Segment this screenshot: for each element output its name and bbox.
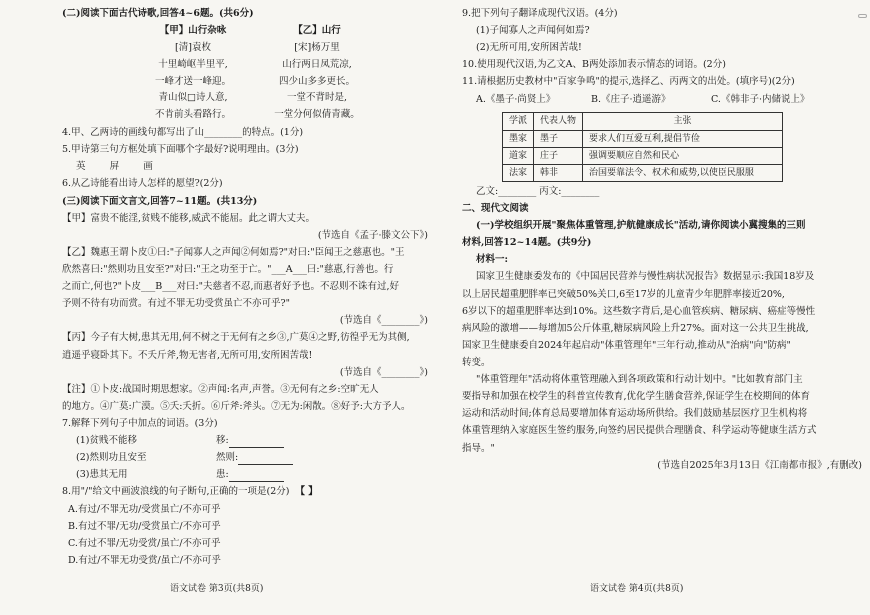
poem-a-line: 不肯前头看路行。	[154, 109, 231, 121]
option-b: B.《庄子·逍遥游》	[591, 93, 671, 105]
material-1-para2-line: 体重管理纳入家庭医生签约服务,向签约居民提供合理膳食、科学运动等健康生活方式	[462, 425, 817, 437]
answer-blank[interactable]	[238, 455, 293, 465]
poem-b-line: 一堂分何似倩青藏。	[274, 109, 360, 121]
notes-line: 的地方。④广莫:广漠。⑤夭:夭折。⑥斤斧:斧头。⑦无为:闲散。⑧好予:大方予人。	[62, 400, 411, 412]
material-1-line: 6岁以下的超重肥胖率达到10%。这些数字背后,是心血管疾病、糖尿病、癌症等慢性	[462, 305, 816, 317]
table-cell: 墨子	[534, 130, 583, 147]
poem-a-line: 一峰才送一峰迎。	[154, 75, 231, 87]
question-8-text: 8.用"/"给文中画波浪线的句子断句,正确的一项是(2分)	[62, 486, 290, 498]
table-row	[503, 130, 783, 147]
section-title-modern: 二、现代文阅读	[462, 203, 529, 215]
table-header: 主张	[583, 113, 783, 130]
question-5-options: 英 屏 画	[76, 161, 153, 173]
question-6: 6.从乙诗能看出诗人怎样的愿望?(2分)	[62, 178, 223, 190]
question-7-item	[62, 469, 428, 482]
table-header: 学派	[503, 113, 534, 130]
question-9-item: (2)无所可用,安所困苦哉!	[476, 42, 582, 54]
poem-b	[242, 25, 392, 126]
option-c: C.《韩非子·内储说上》	[711, 93, 810, 105]
passage-jia-source: (节选自《孟子·滕文公下》)	[317, 229, 428, 241]
question-8-option-d: D.有过/不罪无功受赏/虽亡/不亦可乎	[68, 554, 221, 566]
question-10: 10.使用现代汉语,为乙文A、B两处添加表示情态的词语。(2分)	[462, 59, 726, 71]
poem-a-line: 青山似□诗人意,	[158, 92, 228, 104]
passage-yi-line: 欣然喜曰:"然则功且安至?"对曰:"王之功至于亡。"___A___曰:"慈惠,行善也。行	[62, 263, 394, 275]
question-7-item-text: (1)贫贱不能移	[76, 435, 137, 447]
material-1-title: 材料一:	[476, 254, 509, 266]
poems-block	[62, 25, 428, 123]
table-cell: 法家	[503, 164, 534, 181]
poem-a-title: 【甲】山行杂咏	[159, 25, 227, 37]
table-header-row	[503, 113, 783, 130]
material-1-line: 病风险的激增——每增加5公斤体重,糖尿病风险上升27%。面对这一公共卫生挑战,	[462, 322, 809, 334]
question-4: 4.甲、乙两诗的画线句都写出了山________的特点。(1分)	[62, 127, 304, 139]
material-source: (节选自2025年3月13日《江南都市报》,有删改)	[657, 459, 862, 471]
passage-yi-source: (节选自《________》)	[339, 315, 428, 327]
subsection-intro-line: 材料,回答12~14题。(共9分)	[462, 237, 592, 249]
section-title-poetry: (二)阅读下面古代诗歌,回答4~6题。(共6分)	[62, 8, 254, 19]
passage-yi-line: 予则不待有功而赏。有过不罪无功受赏虽亡不亦可乎?"	[62, 298, 290, 310]
question-8-option-a: A.有过/不罪无功/受赏虽亡/不亦可乎	[68, 503, 221, 515]
question-9-item: (1)子闻寡人之声闻何如焉?	[476, 25, 590, 37]
question-5: 5.甲诗第三句方框处填下面哪个字最好?说明理由。(3分)	[62, 144, 299, 156]
answer-bracket[interactable]: 【 】	[295, 486, 318, 498]
material-1-line: 国家卫生健康委发布的《中国居民营养与慢性病状况报告》数据显示:我国18岁及	[476, 271, 815, 283]
material-1-para2-line: 指导。"	[462, 442, 495, 454]
question-7-item	[62, 435, 428, 448]
material-1-line: 国家卫生健康委自2024年起启动"体重管理年"三年行动,推动从"治病"向"防病"	[462, 339, 791, 351]
question-8-option-c: C.有过不罪/无功受赏/虽亡/不亦可乎	[68, 537, 221, 549]
left-column	[62, 8, 428, 572]
material-1-para2-line: 运动和活动时间;体育总局要增加体育运动场所供给。我们鼓励基层医疗卫生机构将	[462, 408, 808, 420]
material-1-para2-line: "体重管理年"活动将体重管理融入到各项政策和行动计划中。"比如教育部门主	[476, 374, 803, 386]
right-column	[462, 8, 862, 477]
table-cell: 强调要顺应自然和民心	[583, 147, 783, 164]
option-a: A.《墨子·尚贤上》	[476, 93, 556, 105]
material-1-para2-line: 要指导和加强在校学生的科普宣传教育,优化学生膳食营养,保证学生在校期间的体育	[462, 391, 811, 403]
question-7-item	[62, 452, 428, 465]
question-7: 7.解释下列句子中加点的词语。(3分)	[62, 417, 218, 429]
subsection-intro-line: (一)学校组织开展"聚焦体重管理,护航健康成长"活动,请你阅读小冀搜集的三则	[476, 220, 806, 232]
answer-line-q11[interactable]: 乙文:________ 丙文:________	[476, 185, 600, 197]
table-cell: 庄子	[534, 147, 583, 164]
poem-b-title: 【乙】山行	[293, 25, 341, 37]
passage-bing-source: (节选自《________》)	[339, 366, 428, 378]
question-7-item-label: 然则:	[216, 452, 239, 464]
passage-bing-line: 逍遥乎寝卧其下。不夭斤斧,物无害者,无所可用,安所困苦哉!	[62, 349, 313, 361]
poem-a-author: [清]袁枚	[175, 41, 211, 53]
question-7-item-text: (3)患其无用	[76, 469, 128, 481]
question-8	[62, 486, 428, 499]
notes-line: 【注】①卜皮:战国时期思想家。②声闻:名声,声誉。③无何有之乡:空旷无人	[62, 383, 379, 395]
question-9: 9.把下列句子翻译成现代汉语。(4分)	[462, 8, 618, 19]
poem-b-line: 山行两日凤荒凉,	[282, 58, 352, 70]
poem-b-line: 一堂不背时是,	[286, 92, 348, 104]
question-7-item-text: (2)然则功且安至	[76, 452, 147, 464]
material-1-line: 以上居民超重肥胖率已突破50%关口,6至17岁的儿童青少年肥胖率接近20%,	[462, 288, 785, 300]
table-cell: 治国要靠法令、权术和威势,以使臣民服服	[583, 164, 783, 181]
table-cell: 要求人们互爱互利,提倡节俭	[583, 130, 783, 147]
answer-blank[interactable]	[229, 472, 284, 482]
poem-b-author: [宋]杨万里	[294, 41, 340, 53]
answer-blank[interactable]	[229, 438, 284, 448]
passage-jia: 【甲】富贵不能淫,贫贱不能移,威武不能屈。此之谓大丈夫。	[62, 212, 316, 224]
table-cell: 墨家	[503, 130, 534, 147]
question-8-option-b: B.有过不罪/无功/受赏虽亡/不亦可乎	[68, 520, 221, 532]
schools-table	[502, 112, 783, 182]
passage-yi-line: 之而亡,何也?"卜皮___B___对曰:"夫慈者不忍,而惠者好予也。不忍则不诛有过,好	[62, 281, 400, 293]
table-header: 代表人物	[534, 113, 583, 130]
table-row	[503, 147, 783, 164]
section-title-classical: (三)阅读下面文言文,回答7~11题。(共13分)	[62, 195, 258, 207]
page-footer-left: 语文试卷 第3页(共8页)	[170, 584, 264, 594]
passage-yi-line: 【乙】魏惠王谓卜皮①曰:"子闻寡人之声闻②何如焉?"对曰:"臣闻王之慈惠也。"王	[62, 246, 405, 258]
question-7-item-label: 移:	[216, 435, 229, 447]
material-1-line: 转变。	[462, 357, 491, 369]
question-11: 11.请根据历史教材中"百家争鸣"的提示,选择乙、丙两文的出处。(填序号)(2分)	[462, 76, 795, 88]
question-7-item-label: 患:	[216, 469, 229, 481]
table-cell: 韩非	[534, 164, 583, 181]
table-cell: 道家	[503, 147, 534, 164]
poem-a-line: 十里崎岖半里平,	[158, 58, 228, 70]
poem-b-line: 四少山多多更长。	[278, 75, 355, 87]
table-row	[503, 164, 783, 181]
passage-bing-line: 【丙】今子有大树,患其无用,何不树之于无何有之乡③,广莫④之野,彷徨乎无为其侧,	[62, 332, 410, 344]
question-11-options	[462, 94, 862, 107]
page-footer-right: 语文试卷 第4页(共8页)	[590, 584, 684, 594]
